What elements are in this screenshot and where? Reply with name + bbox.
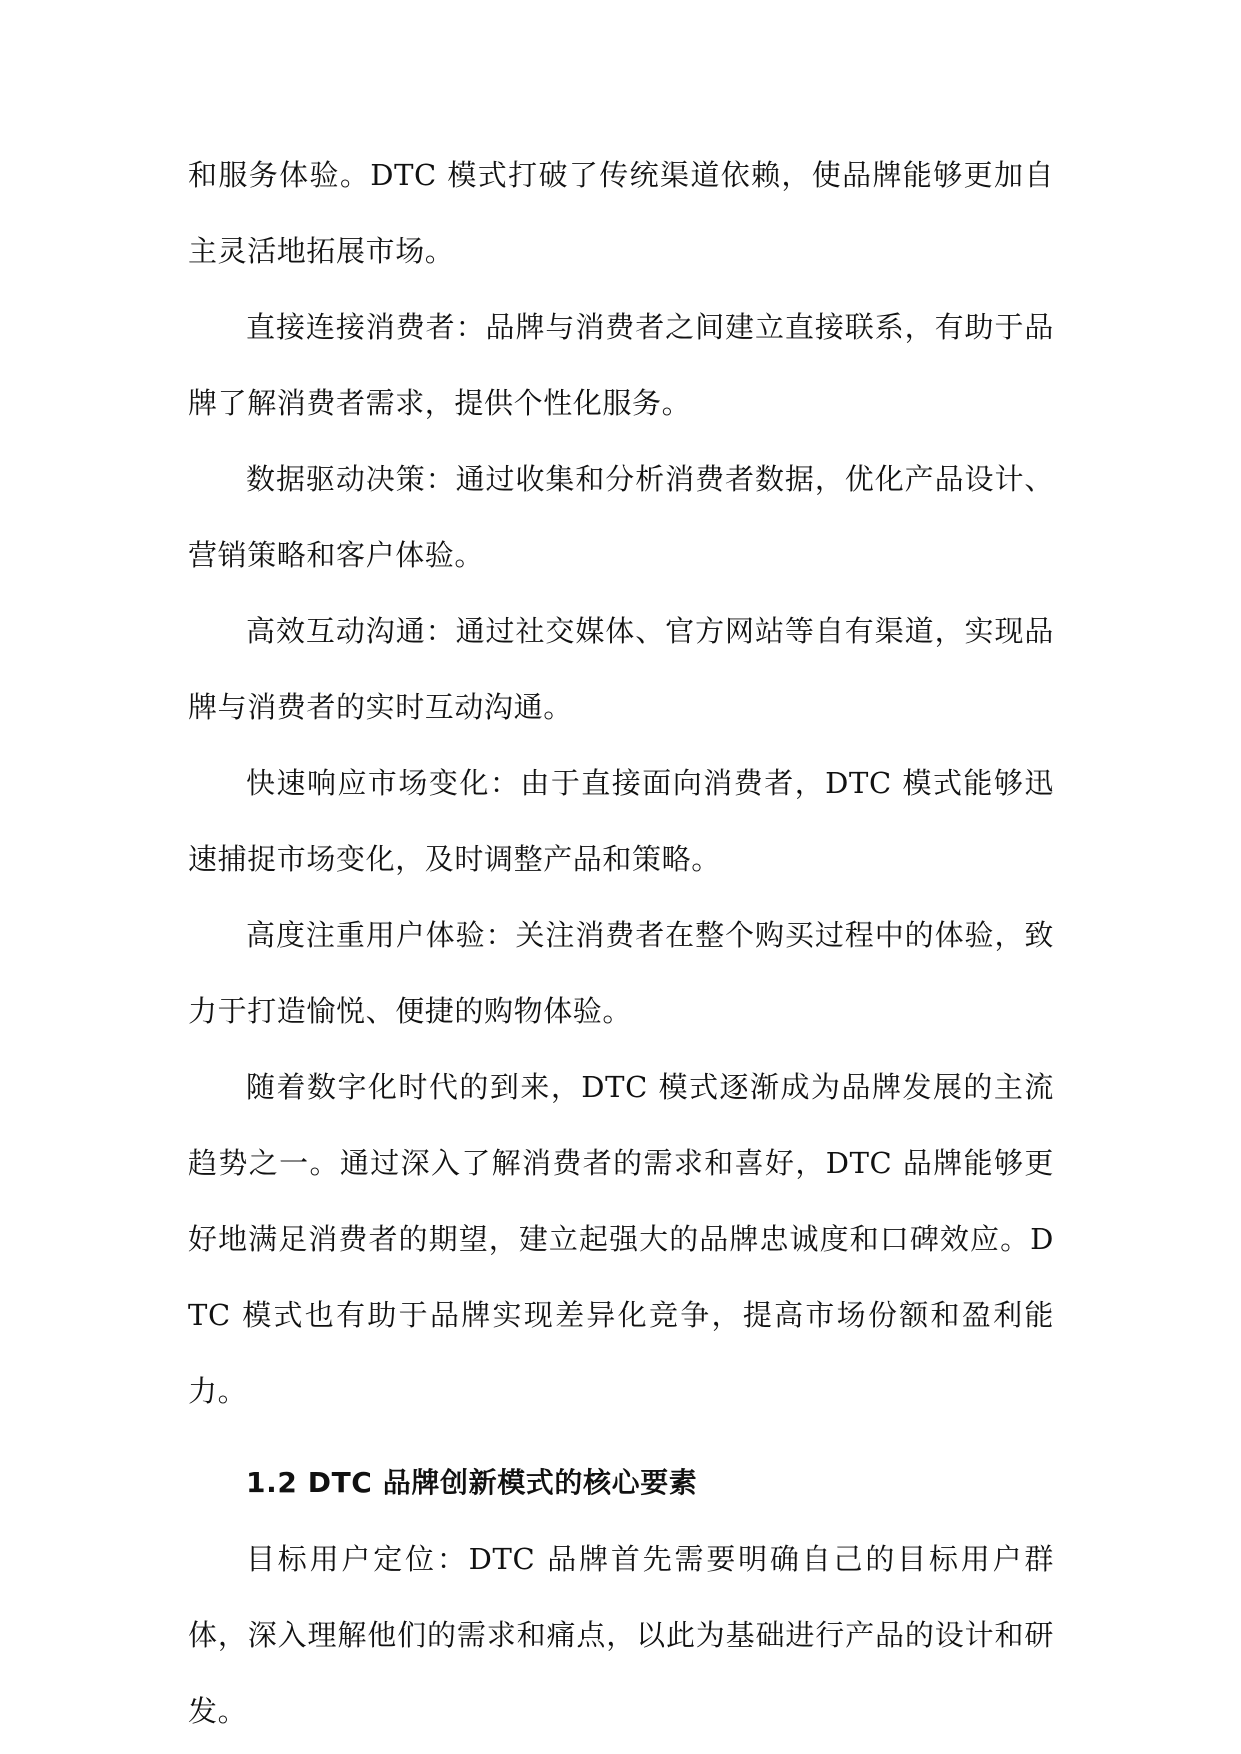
section-heading: 1.2 DTC 品牌创新模式的核心要素 [246,1466,698,1499]
paragraph-data-driven: 数据驱动决策：通过收集和分析消费者数据，优化产品设计、营销策略和客户体验。 [188,462,1054,572]
paragraph-interaction: 高效互动沟通：通过社交媒体、官方网站等自有渠道，实现品牌与消费者的实时互动沟通。 [188,614,1054,724]
paragraph-direct-connection: 直接连接消费者：品牌与消费者之间建立直接联系，有助于品牌了解消费者需求，提供个性化服务。 [188,310,1054,420]
paragraph-continuation: 和服务体验。DTC 模式打破了传统渠道依赖，使品牌能够更加自主灵活地拓展市场。 [188,158,1054,268]
paragraph-target-user: 目标用户定位：DTC 品牌首先需要明确自己的目标用户群体，深入理解他们的需求和痛点，以此为基础进行产品的设计和研发。 [188,1542,1054,1728]
document-body [188,137,1054,1749]
paragraph-trend: 随着数字化时代的到来，DTC 模式逐渐成为品牌发展的主流趋势之一。通过深入了解消费者的需求和喜好，DTC 品牌能够更好地满足消费者的期望，建立起强大的品牌忠诚度和口碑效应。DTC 模式也有助于品牌实现差异化竞争，提高市场份额和盈利能力。 [188,1070,1054,1408]
paragraph-user-experience: 高度注重用户体验：关注消费者在整个购买过程中的体验，致力于打造愉悦、便捷的购物体验。 [188,918,1054,1028]
paragraph-fast-response: 快速响应市场变化：由于直接面向消费者，DTC 模式能够迅速捕捉市场变化，及时调整产品和策略。 [188,766,1054,876]
